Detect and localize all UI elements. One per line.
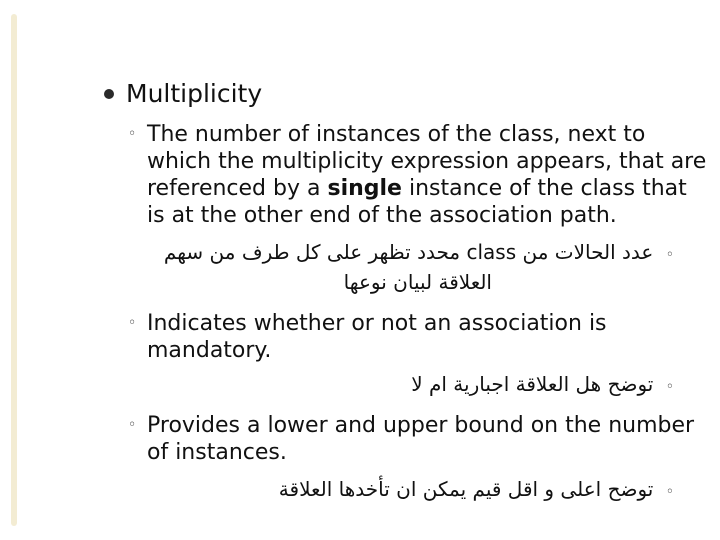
- sub-item-mandatory: [128, 310, 708, 364]
- arabic-text: عدد الحالات من class محدد تظهر على كل طرف من سهم: [163, 240, 654, 264]
- ring-bullet-icon: ◦: [665, 484, 674, 500]
- sub-item-text: The number of instances of the class, next to which the multiplicity expression appears, that are referenced by a single instance of the class that is at the other end of the association path.: [147, 122, 707, 228]
- arabic-sub-item-2: [411, 370, 674, 402]
- emphasis-single: single: [327, 176, 402, 201]
- sub-item-definition: [128, 121, 708, 229]
- arabic-text: توضح اعلى و اقل قيم يمكن ان تأخدها العلاقة: [278, 477, 654, 501]
- ring-bullet-icon: ◦: [128, 126, 137, 142]
- arabic-text: العلاقة لبيان نوعها: [343, 270, 492, 294]
- ring-bullet-icon: ◦: [128, 417, 137, 433]
- heading-text: Multiplicity: [126, 79, 263, 108]
- sub-item-text: Provides a lower and upper bound on the number of instances.: [147, 413, 695, 465]
- ring-bullet-icon: ◦: [128, 315, 137, 331]
- arabic-sub-item-3: [279, 475, 674, 507]
- heading-bullet-item: [104, 76, 262, 112]
- ring-bullet-icon: ◦: [665, 379, 674, 395]
- ring-bullet-icon: ◦: [665, 247, 674, 263]
- arabic-sub-item-1: [164, 238, 674, 270]
- sub-item-bounds: [128, 412, 708, 466]
- filled-bullet-icon: [104, 89, 114, 99]
- sub-item-text: Indicates whether or not an association is mandatory.: [147, 311, 607, 363]
- arabic-text: توضح هل العلاقة اجبارية ام لا: [411, 372, 654, 396]
- arabic-sub-item-1-continuation: [344, 268, 492, 297]
